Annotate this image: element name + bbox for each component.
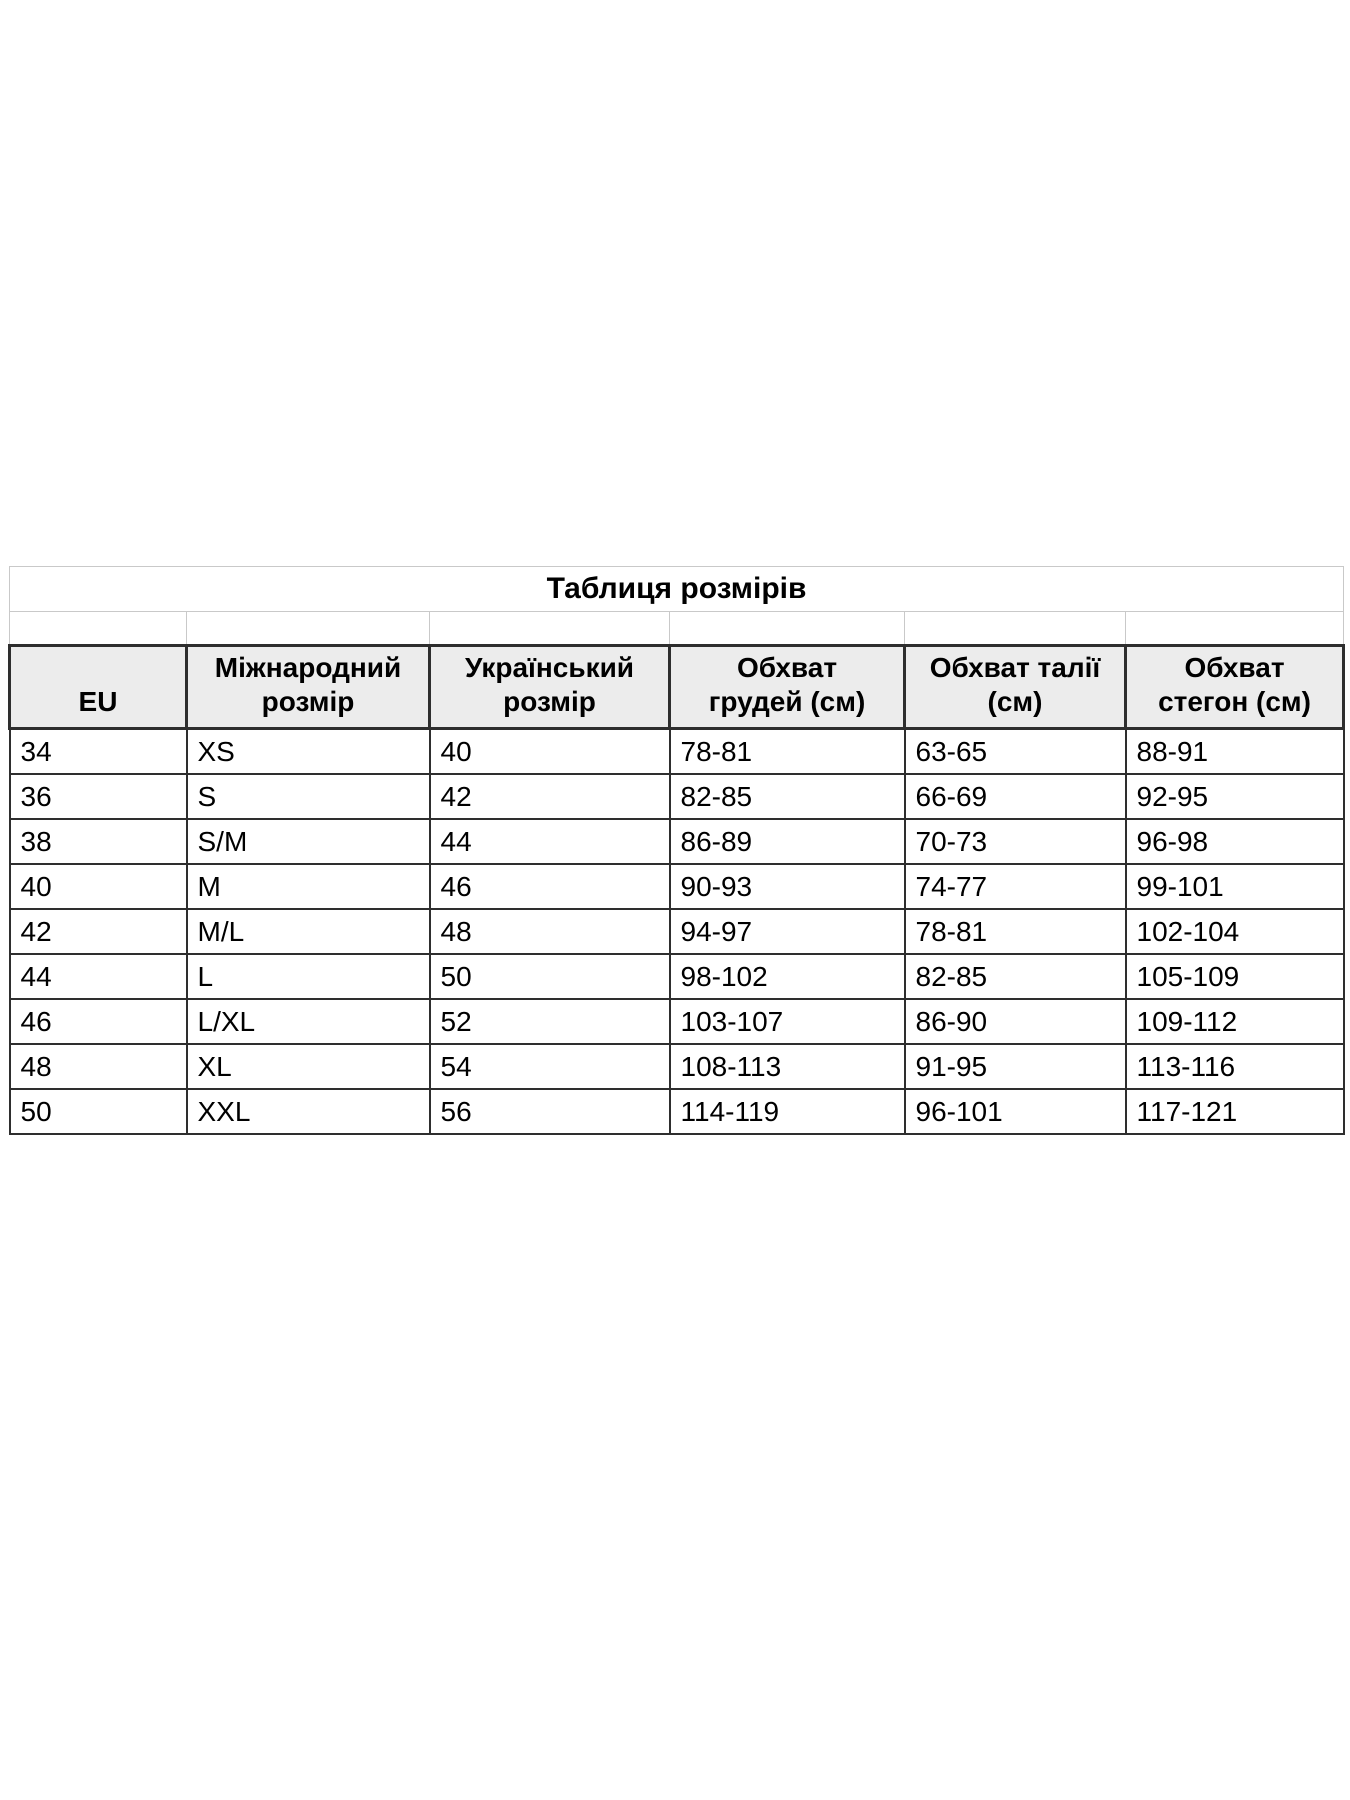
table-cell: 40 bbox=[10, 864, 187, 909]
table-cell: 90-93 bbox=[670, 864, 905, 909]
table-cell: S/M bbox=[187, 819, 430, 864]
table-cell: 38 bbox=[10, 819, 187, 864]
table-cell: L bbox=[187, 954, 430, 999]
table-cell: XL bbox=[187, 1044, 430, 1089]
table-cell: 96-98 bbox=[1126, 819, 1344, 864]
table-row bbox=[10, 819, 1344, 864]
table-cell: 48 bbox=[430, 909, 670, 954]
table-cell: 42 bbox=[430, 774, 670, 819]
header-line: EU bbox=[78, 686, 118, 717]
table-cell: 50 bbox=[10, 1089, 187, 1134]
header-row bbox=[10, 646, 1344, 729]
header-line: Обхват bbox=[736, 652, 838, 683]
table-cell: 102-104 bbox=[1126, 909, 1344, 954]
table-cell: 108-113 bbox=[670, 1044, 905, 1089]
table-title: Таблиця розмірів bbox=[10, 567, 1344, 612]
table-cell: 40 bbox=[430, 729, 670, 774]
table-cell: 113-116 bbox=[1126, 1044, 1344, 1089]
table-cell: 88-91 bbox=[1126, 729, 1344, 774]
table-cell: S bbox=[187, 774, 430, 819]
header-line: розмір bbox=[503, 686, 596, 717]
table-cell: 54 bbox=[430, 1044, 670, 1089]
table-cell: 78-81 bbox=[905, 909, 1126, 954]
table-cell: 82-85 bbox=[905, 954, 1126, 999]
table-cell: 99-101 bbox=[1126, 864, 1344, 909]
table-cell: 82-85 bbox=[670, 774, 905, 819]
table-row bbox=[10, 774, 1344, 819]
column-header-hips bbox=[1126, 646, 1344, 729]
spacer-cell bbox=[187, 612, 430, 646]
table-cell: 114-119 bbox=[670, 1089, 905, 1134]
table-cell: 48 bbox=[10, 1044, 187, 1089]
table-cell: 44 bbox=[10, 954, 187, 999]
header-line: Обхват талії bbox=[929, 652, 1101, 683]
header-line: Міжнародний bbox=[214, 652, 402, 683]
table-cell: 52 bbox=[430, 999, 670, 1044]
spacer-row bbox=[10, 612, 1344, 646]
table-cell: 92-95 bbox=[1126, 774, 1344, 819]
table-cell: 63-65 bbox=[905, 729, 1126, 774]
table-cell: 109-112 bbox=[1126, 999, 1344, 1044]
table-cell: 78-81 bbox=[670, 729, 905, 774]
table-cell: 46 bbox=[10, 999, 187, 1044]
table-cell: M bbox=[187, 864, 430, 909]
table-cell: 86-89 bbox=[670, 819, 905, 864]
column-header-waist bbox=[905, 646, 1126, 729]
table-row bbox=[10, 999, 1344, 1044]
table-cell: 70-73 bbox=[905, 819, 1126, 864]
table-cell: 86-90 bbox=[905, 999, 1126, 1044]
table-cell: 96-101 bbox=[905, 1089, 1126, 1134]
table-cell: 36 bbox=[10, 774, 187, 819]
table-cell: 34 bbox=[10, 729, 187, 774]
table-row bbox=[10, 1089, 1344, 1134]
table-row bbox=[10, 909, 1344, 954]
size-table bbox=[8, 566, 1345, 1135]
header-line: грудей (см) bbox=[708, 686, 866, 717]
column-header-eu bbox=[10, 646, 187, 729]
table-row bbox=[10, 864, 1344, 909]
table-cell: 42 bbox=[10, 909, 187, 954]
table-cell: 50 bbox=[430, 954, 670, 999]
column-header-ukrainian-size bbox=[430, 646, 670, 729]
header-line: стегон (см) bbox=[1158, 686, 1311, 717]
column-header-chest bbox=[670, 646, 905, 729]
size-chart bbox=[8, 566, 1342, 1135]
header-line: Український bbox=[464, 652, 635, 683]
table-cell: 105-109 bbox=[1126, 954, 1344, 999]
table-cell: XS bbox=[187, 729, 430, 774]
table-cell: 56 bbox=[430, 1089, 670, 1134]
table-cell: 46 bbox=[430, 864, 670, 909]
spacer-cell bbox=[670, 612, 905, 646]
table-cell: 66-69 bbox=[905, 774, 1126, 819]
column-header-international-size bbox=[187, 646, 430, 729]
table-cell: 74-77 bbox=[905, 864, 1126, 909]
header-line: Обхват bbox=[1184, 652, 1285, 683]
table-row bbox=[10, 954, 1344, 999]
header-line: (см) bbox=[987, 686, 1043, 717]
spacer-cell bbox=[430, 612, 670, 646]
table-cell: 117-121 bbox=[1126, 1089, 1344, 1134]
table-cell: 44 bbox=[430, 819, 670, 864]
spacer-cell bbox=[905, 612, 1126, 646]
spacer-cell bbox=[1126, 612, 1344, 646]
table-cell: XXL bbox=[187, 1089, 430, 1134]
table-row bbox=[10, 1044, 1344, 1089]
table-cell: L/XL bbox=[187, 999, 430, 1044]
table-cell: M/L bbox=[187, 909, 430, 954]
title-row bbox=[10, 567, 1344, 612]
spacer-cell bbox=[10, 612, 187, 646]
header-line: розмір bbox=[261, 686, 355, 717]
table-row bbox=[10, 729, 1344, 774]
table-cell: 94-97 bbox=[670, 909, 905, 954]
table-cell: 91-95 bbox=[905, 1044, 1126, 1089]
table-cell: 103-107 bbox=[670, 999, 905, 1044]
table-cell: 98-102 bbox=[670, 954, 905, 999]
